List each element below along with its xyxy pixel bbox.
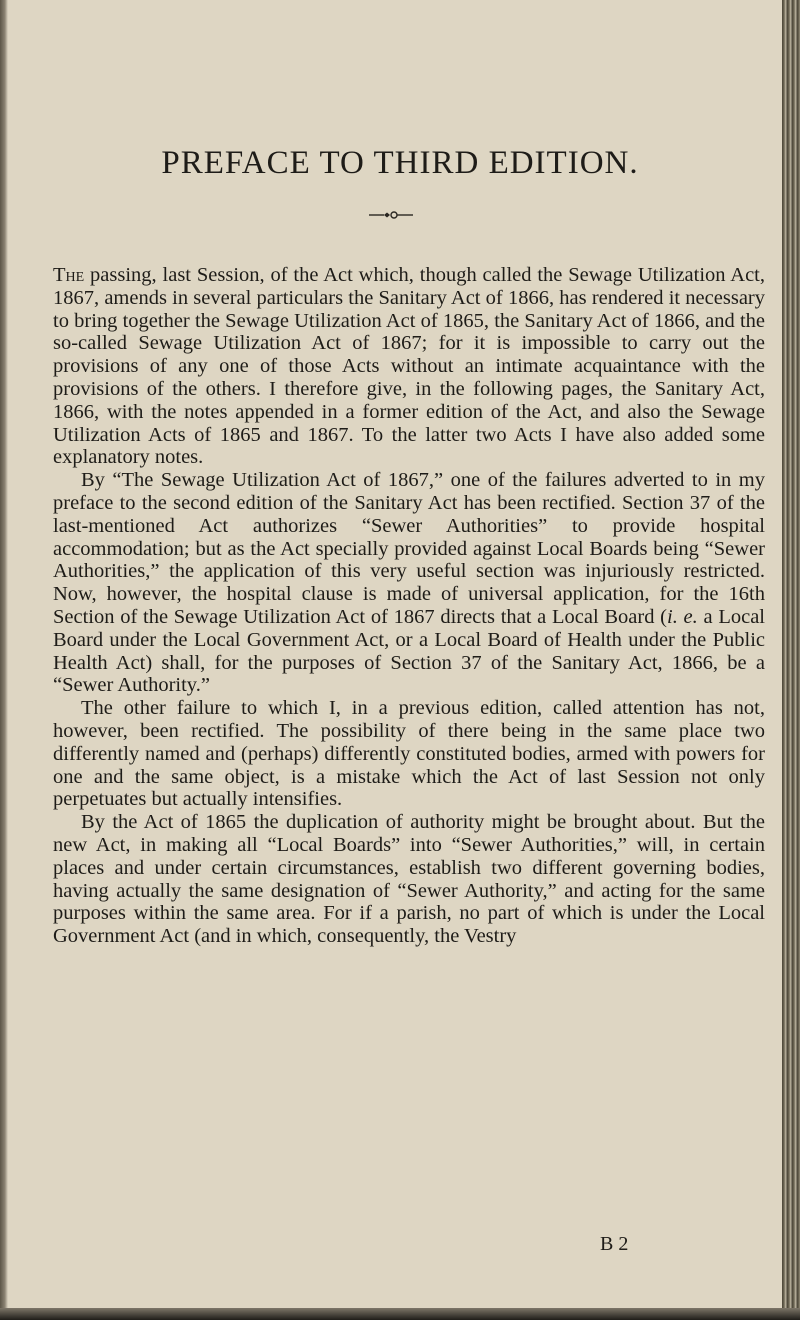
drop-word: The [53,264,85,286]
paragraph-4-text: By the Act of 1865 the duplication of authority might be brought about. But the new Act, in making all “Local Boards” into “Sewer Authorities,” will, in certain places and under certain circumstances, establish two different governing bodies, having actually the same designation of “Sewer Authority,” and acting for the same purposes within the same area. For if a parish, no part of which is under the Local Government Act (and in which, consequently, the Vestry [53,811,765,948]
paragraph-1-text: passing, last Session, of the Act which, though called the Sewage Utilization Act, 1867, amends in several particulars the Sanitary Act of 1866, has rendered it necessary to bring together the Sewage Utilization Act of 1865, the Sanitary Act of 1866, and the so-called Sewage Utilization Act of 1867; for it is impossible to carry out the provisions of any one of those Acts without an intimate acquaintance with the provisions of the others. I therefore give, in the following pages, the Sanitary Act, 1866, with the notes appended in a former edition of the Act, and also the Sewage Utilization Acts of 1865 and 1867. To the latter two Acts I have also added some explanatory notes. [53,264,765,469]
paragraph-2-text-cont: a Local Board under the Local Government Act, or a Local Board of Health under the Public Health Act) shall, for the purposes of Section 37 of the Sanitary Act, 1866, be a “Sewer Authority.” [53,605,765,697]
paragraph-3 [53,697,765,811]
paragraph-2-text: By “The Sewage Utilization Act of 1867,” one of the failures adverted to in my preface to the second edition of the Sanitary Act has been rectified. Section 37 of the last-mentioned Act authorizes “Sewer Authorities” to provide hospital accommodation; but as the Act specially provided against Local Boards being “Sewer Authorities,” the application of this very useful section was injuriously restricted. Now, however, the hospital clause is made of universal application, for the 16th Section of the Sewage Utilization Act of 1867 directs that a Local Board ( [53,469,765,628]
binding-shadow [0,0,8,1320]
body-text [53,264,765,948]
ornament-divider-icon [369,210,413,220]
bottom-shadow [0,1308,800,1320]
paragraph-4 [53,811,765,948]
paragraph-2 [53,469,765,697]
page-edges [782,0,800,1320]
paragraph-1 [53,264,765,469]
page-title: PREFACE TO THIRD EDITION. [161,145,639,181]
paragraph-3-text: The other failure to which I, in a previous edition, called attention has not, however, been rectified. The possibility of there being in the same place two differently named and (perhaps) differently constituted bodies, armed with powers for one and the same object, is a mistake which the Act of last Session not only perpetuates but actually intensifies. [53,697,765,811]
signature-mark: B 2 [600,1233,629,1255]
ie-abbrev: i. e. [667,605,698,628]
